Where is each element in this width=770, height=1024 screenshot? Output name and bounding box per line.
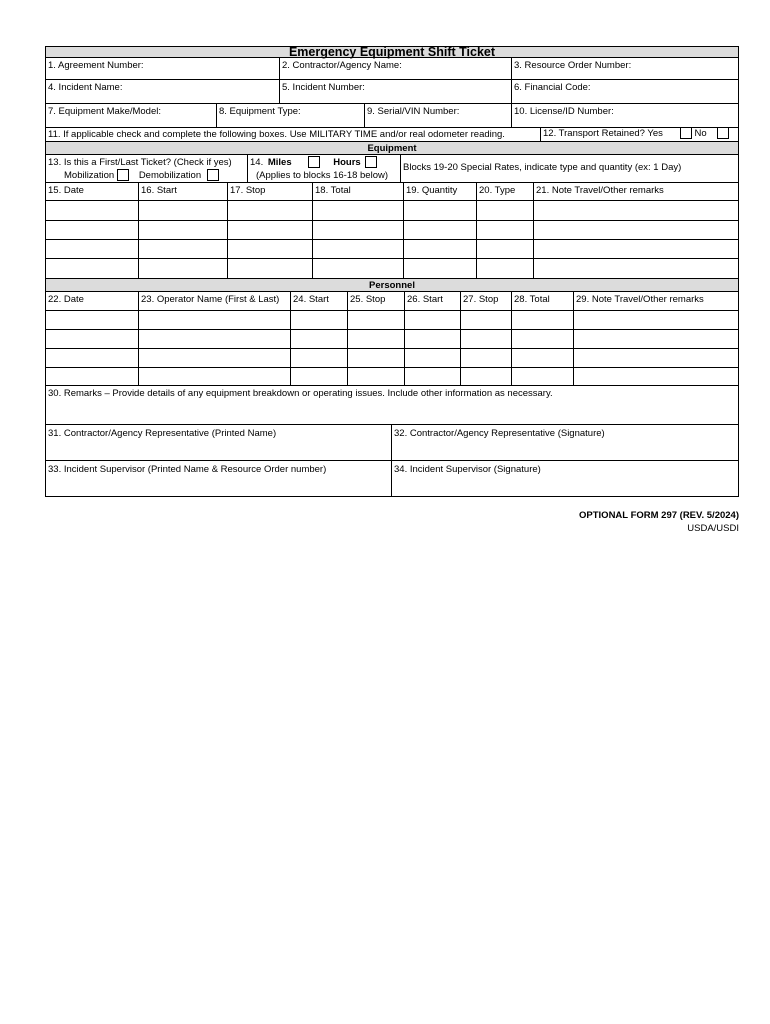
personnel-section-header: Personnel [45, 279, 739, 292]
contractor-signature-field[interactable]: 32. Contractor/Agency Representative (Signature) [391, 425, 738, 460]
transport-retained-label: 12. Transport Retained? Yes [543, 128, 663, 140]
form-number: OPTIONAL FORM 297 (REV. 5/2024) [579, 510, 739, 521]
col-start-2: 26. Start [404, 292, 460, 310]
stop-cell[interactable] [460, 349, 511, 367]
start-cell[interactable] [138, 221, 227, 239]
stop-cell[interactable] [347, 368, 404, 385]
type-cell[interactable] [476, 259, 533, 278]
quantity-cell[interactable] [403, 221, 476, 239]
first-last-ticket-field [46, 155, 247, 182]
resource-order-field[interactable]: 3. Resource Order Number: [511, 58, 738, 79]
col-type: 20. Type [476, 183, 533, 200]
equipment-table-row [45, 240, 739, 259]
form-footer [579, 510, 739, 534]
header-row-1 [45, 58, 739, 80]
total-cell[interactable] [312, 259, 403, 278]
stop-cell[interactable] [460, 311, 511, 329]
miles-label: Miles [267, 157, 292, 168]
col-total: 28. Total [511, 292, 573, 310]
equipment-make-field[interactable]: 7. Equipment Make/Model: [48, 106, 162, 117]
col-start: 24. Start [290, 292, 347, 310]
remarks-cell[interactable] [533, 221, 738, 239]
col-date: 22. Date [48, 294, 84, 305]
agency-label: USDA/USDI [687, 523, 739, 534]
stop-cell[interactable] [347, 330, 404, 348]
shift-ticket-form [45, 46, 739, 497]
date-cell[interactable] [46, 368, 138, 385]
total-cell[interactable] [511, 349, 573, 367]
equipment-type-field[interactable]: 8. Equipment Type: [216, 104, 364, 127]
stop-cell[interactable] [347, 311, 404, 329]
total-cell[interactable] [511, 311, 573, 329]
transport-yes-checkbox[interactable] [680, 128, 692, 139]
start-cell[interactable] [404, 330, 460, 348]
miles-checkbox[interactable] [308, 156, 320, 168]
remarks-cell[interactable] [573, 349, 738, 367]
contractor-printed-name-field[interactable]: 31. Contractor/Agency Representative (Printed Name) [48, 428, 277, 439]
col-stop: 17. Stop [227, 183, 312, 200]
start-cell[interactable] [290, 368, 347, 385]
equipment-table-row [45, 201, 739, 221]
date-cell[interactable] [46, 311, 138, 329]
remarks-cell[interactable] [533, 201, 738, 220]
quantity-cell[interactable] [403, 259, 476, 278]
col-stop: 25. Stop [347, 292, 404, 310]
start-cell[interactable] [404, 349, 460, 367]
personnel-column-headers [45, 292, 739, 311]
col-operator-name: 23. Operator Name (First & Last) [138, 292, 290, 310]
date-cell[interactable] [46, 221, 138, 239]
serial-vin-field[interactable]: 9. Serial/VIN Number: [364, 104, 511, 127]
type-cell[interactable] [476, 240, 533, 258]
header-row-3 [45, 104, 739, 128]
start-cell[interactable] [138, 240, 227, 258]
quantity-cell[interactable] [403, 201, 476, 220]
start-cell[interactable] [290, 330, 347, 348]
miles-hours-field [247, 155, 400, 182]
col-stop-2: 27. Stop [460, 292, 511, 310]
special-rates-note: Blocks 19-20 Special Rates, indicate type and quantity (ex: 1 Day) [400, 155, 738, 182]
start-cell[interactable] [138, 201, 227, 220]
instructions-text: 11. If applicable check and complete the following boxes. Use MILITARY TIME and/or real odometer reading. [48, 129, 505, 140]
stop-cell[interactable] [227, 259, 312, 278]
stop-cell[interactable] [227, 201, 312, 220]
financial-code-field[interactable]: 6. Financial Code: [511, 80, 738, 103]
remarks-field[interactable]: 30. Remarks – Provide details of any equipment breakdown or operating issues. Include other information as necessary. [48, 388, 553, 399]
personnel-table-row [45, 311, 739, 330]
mobilization-label: Mobilization [64, 170, 115, 181]
col-remarks: 29. Note Travel/Other remarks [573, 292, 738, 310]
personnel-table-row [45, 330, 739, 349]
demobilization-label: Demobilization [138, 170, 202, 181]
col-remarks: 21. Note Travel/Other remarks [533, 183, 738, 200]
personnel-table-row [45, 349, 739, 368]
signature-row-2 [45, 461, 739, 497]
stop-cell[interactable] [227, 240, 312, 258]
mobilization-checkbox[interactable] [117, 169, 129, 181]
contractor-name-field[interactable]: 2. Contractor/Agency Name: [279, 58, 511, 79]
equipment-column-headers [45, 183, 739, 201]
stop-cell[interactable] [227, 221, 312, 239]
equipment-row-13 [45, 155, 739, 183]
hours-checkbox[interactable] [365, 156, 377, 168]
header-row-4 [45, 128, 739, 142]
equipment-table-row [45, 221, 739, 240]
start-cell[interactable] [404, 311, 460, 329]
demobilization-checkbox[interactable] [207, 169, 219, 181]
transport-no-label: No [694, 128, 707, 140]
total-cell[interactable] [312, 221, 403, 239]
operator-cell[interactable] [138, 330, 290, 348]
supervisor-signature-field[interactable]: 34. Incident Supervisor (Signature) [391, 461, 738, 496]
quantity-cell[interactable] [403, 240, 476, 258]
stop-cell[interactable] [347, 349, 404, 367]
type-cell[interactable] [476, 201, 533, 220]
start-cell[interactable] [290, 311, 347, 329]
col-quantity: 19. Quantity [403, 183, 476, 200]
remarks-cell[interactable] [573, 330, 738, 348]
date-cell[interactable] [46, 259, 138, 278]
personnel-table-row [45, 368, 739, 386]
field-14-label: 14. [250, 157, 264, 168]
operator-cell[interactable] [138, 311, 290, 329]
total-cell[interactable] [312, 240, 403, 258]
supervisor-printed-name-field[interactable]: 33. Incident Supervisor (Printed Name & Resource Order number) [48, 464, 327, 475]
start-cell[interactable] [290, 349, 347, 367]
signature-row-1 [45, 425, 739, 461]
start-cell[interactable] [404, 368, 460, 385]
date-cell[interactable] [46, 240, 138, 258]
first-last-ticket-label: 13. Is this a First/Last Ticket? (Check if yes) [48, 157, 232, 168]
header-row-2 [45, 80, 739, 104]
equipment-table-row [45, 259, 739, 279]
start-cell[interactable] [138, 259, 227, 278]
remarks-cell[interactable] [573, 368, 738, 385]
type-cell[interactable] [476, 221, 533, 239]
col-total: 18. Total [312, 183, 403, 200]
remarks-cell[interactable] [573, 311, 738, 329]
incident-number-field[interactable]: 5. Incident Number: [279, 80, 511, 103]
stop-cell[interactable] [460, 330, 511, 348]
date-cell[interactable] [46, 330, 138, 348]
remarks-row [45, 386, 739, 425]
total-cell[interactable] [511, 368, 573, 385]
col-start: 16. Start [138, 183, 227, 200]
transport-no-checkbox[interactable] [717, 128, 729, 139]
transport-retained-field [540, 128, 738, 141]
remarks-cell[interactable] [533, 259, 738, 278]
total-cell[interactable] [312, 201, 403, 220]
remarks-cell[interactable] [533, 240, 738, 258]
agreement-number-field[interactable]: 1. Agreement Number: [48, 60, 144, 71]
incident-name-field[interactable]: 4. Incident Name: [48, 82, 123, 93]
total-cell[interactable] [511, 330, 573, 348]
date-cell[interactable] [46, 349, 138, 367]
stop-cell[interactable] [460, 368, 511, 385]
form-title: Emergency Equipment Shift Ticket [45, 46, 739, 58]
hours-label: Hours [333, 157, 361, 168]
equipment-section-header: Equipment [45, 142, 739, 155]
col-date: 15. Date [48, 185, 84, 196]
license-id-field[interactable]: 10. License/ID Number: [511, 104, 738, 127]
date-cell[interactable] [46, 201, 138, 220]
operator-cell[interactable] [138, 368, 290, 385]
operator-cell[interactable] [138, 349, 290, 367]
applies-note: (Applies to blocks 16-18 below) [256, 170, 389, 181]
